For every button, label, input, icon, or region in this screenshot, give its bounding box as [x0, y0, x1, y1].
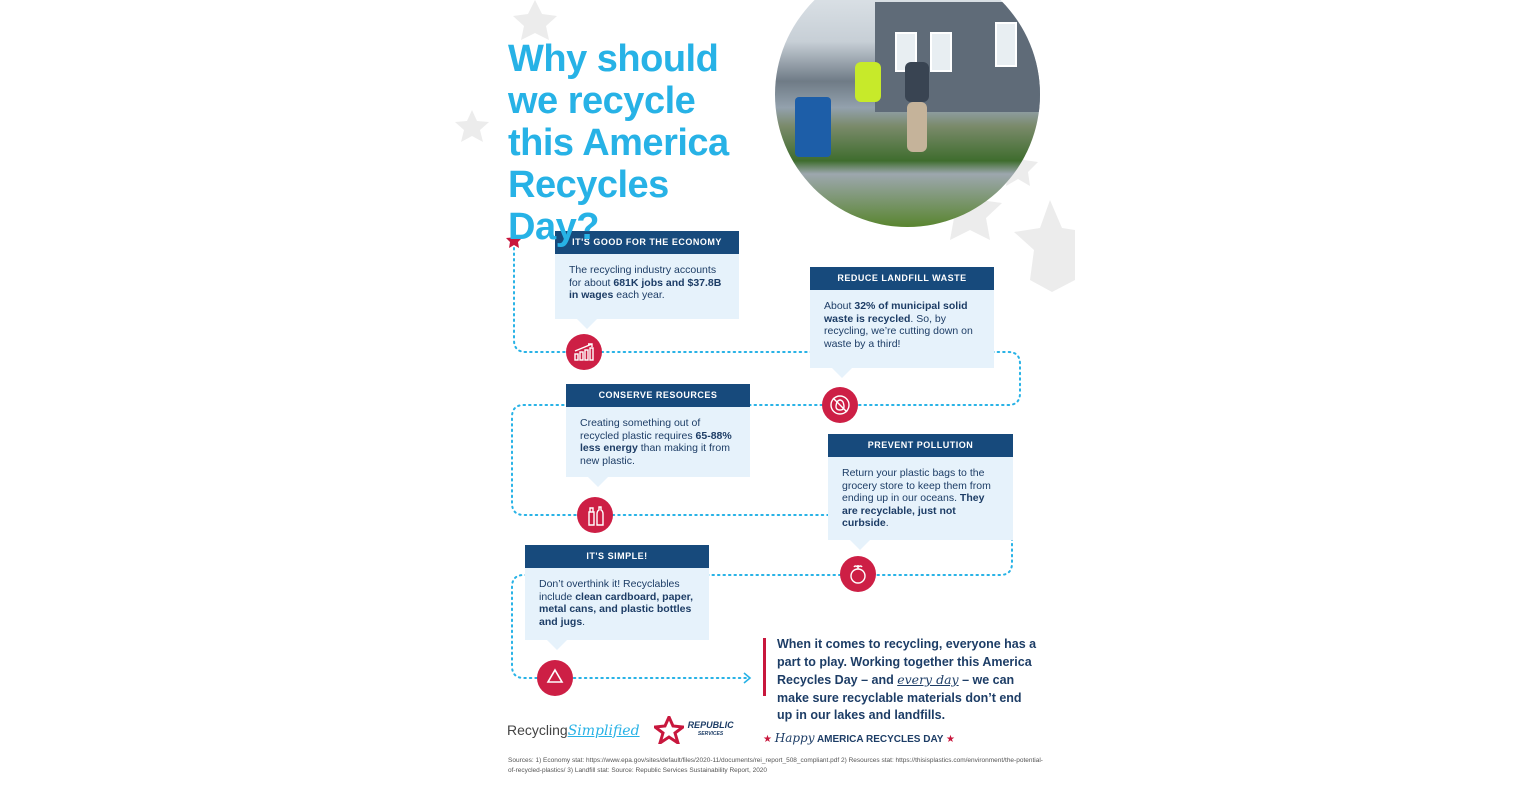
republic-services-logo: REPUBLIC SERVICES — [654, 716, 734, 744]
section-heading: IT'S GOOD FOR THE ECONOMY — [555, 231, 739, 254]
quote-bar — [763, 638, 766, 696]
section-text: Return your plastic bags to the grocery store to keep them from ending up in our oceans. They are recyclable, just not curbside. — [828, 457, 1013, 540]
sources: Sources: 1) Economy stat: https://www.epa.gov/sites/default/files/2020-11/documents/rei_report_508_compliant.pdf 2) Resources stat: https://thisisplastics.com/environment/the-potential-of-recycled-plastics/ 3) Landfill stat: Source: Republic Services Sustainability Report, 2020 — [508, 757, 1043, 774]
growth-chart-icon — [566, 334, 602, 370]
happy-america-recycles-day: ★ Happy AMERICA RECYCLES DAY ★ — [763, 730, 956, 745]
homeowner — [905, 62, 929, 102]
globe-plant-icon — [840, 556, 876, 592]
star-icon: ★ — [946, 733, 956, 745]
logos — [507, 716, 734, 744]
section-text: Creating something out of recycled plastic requires 65-88% less energy than making it from new plastic. — [566, 407, 750, 477]
star-icon: ★ — [763, 733, 772, 745]
section-heading: IT'S SIMPLE! — [525, 545, 709, 568]
closing-statement: When it comes to recycling, everyone has a part to play. Working together this America Recycles Day – and every day – we can make sure recyclable materials don’t end up in our lakes and landfills. — [777, 637, 1037, 723]
recycle-icon — [537, 660, 573, 696]
recycling-simplified-logo: RecyclingSimplified — [507, 721, 640, 739]
section-text: About 32% of municipal solid waste is recycled. So, by recycling, we’re cutting down on waste by a third! — [810, 290, 994, 368]
bottles-icon — [577, 497, 613, 533]
closing-block — [763, 636, 1038, 745]
worker — [855, 62, 881, 102]
section-heading: REDUCE LANDFILL WASTE — [810, 267, 994, 290]
section-conserve — [566, 384, 750, 477]
section-text: Don’t overthink it! Recyclables include clean cardboard, paper, metal cans, and plastic bottles and jugs. — [525, 568, 709, 640]
star-icon — [513, 0, 557, 40]
star-icon — [455, 110, 489, 142]
section-heading: CONSERVE RESOURCES — [566, 384, 750, 407]
no-trash-bag-icon — [822, 387, 858, 423]
section-simple — [525, 545, 709, 640]
section-landfill — [810, 267, 994, 368]
page-title: Why should we recycle this America Recycles Day? — [508, 38, 729, 248]
section-text: The recycling industry accounts for about 681K jobs and $37.8B in wages each year. — [555, 254, 739, 319]
section-pollution — [828, 434, 1013, 540]
house — [875, 2, 1040, 112]
recycling-bin — [795, 97, 831, 157]
section-heading: PREVENT POLLUTION — [828, 434, 1013, 457]
republic-star-icon — [654, 716, 684, 744]
star-icon — [1014, 200, 1075, 292]
